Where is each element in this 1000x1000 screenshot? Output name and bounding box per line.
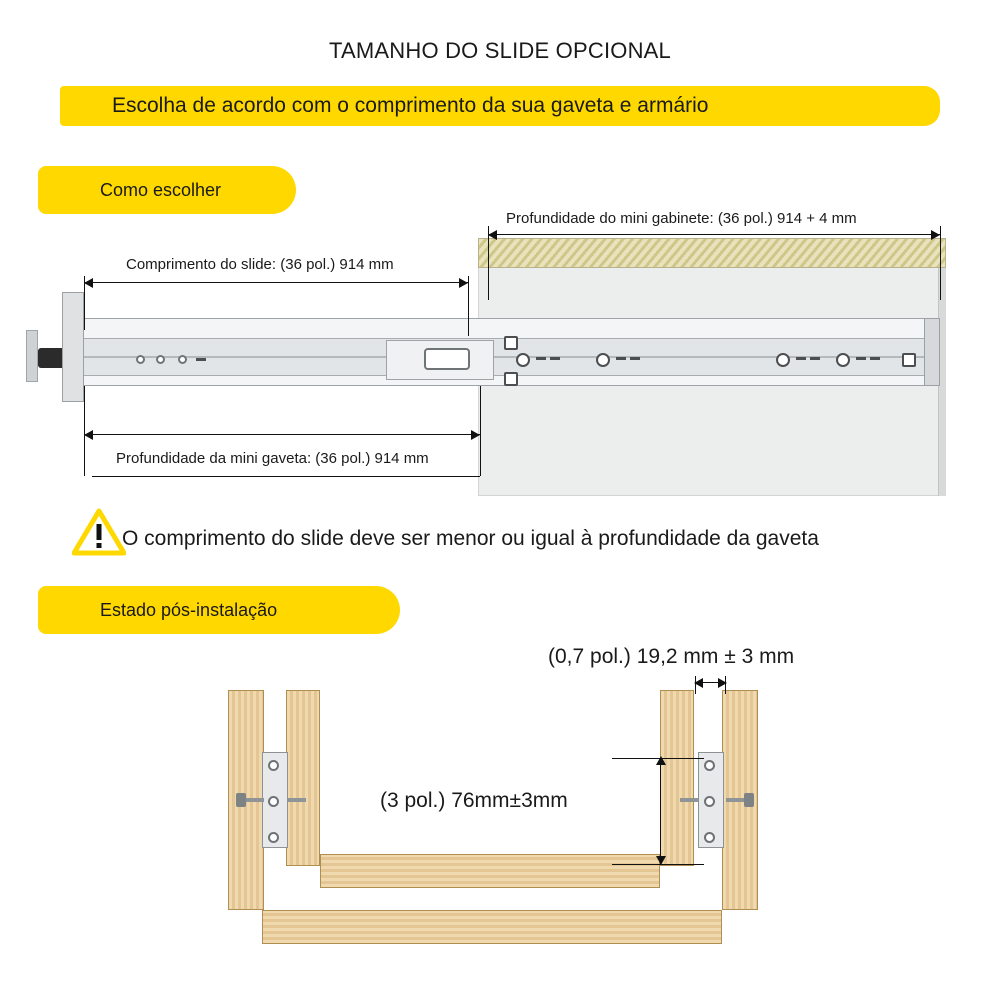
cabinet-depth-tick-right: [940, 226, 941, 300]
drawer-bottom-panel: [320, 854, 660, 888]
how-to-choose-banner: Como escolher: [38, 166, 296, 214]
rail-bracket-mark: [504, 372, 518, 386]
rail-bolt: [776, 353, 790, 367]
slide-screw: [268, 760, 279, 771]
slide-left-bracket: [62, 292, 84, 402]
rail-dash: [550, 357, 560, 360]
slide-screw: [704, 760, 715, 771]
drawer-depth-arrow-left: [84, 430, 93, 440]
rail-hole: [178, 355, 187, 364]
rail-bolt: [596, 353, 610, 367]
drawer-depth-dim-line: [84, 434, 480, 435]
cabinet-top-panel: [478, 238, 946, 268]
page-title: TAMANHO DO SLIDE OPCIONAL: [329, 38, 671, 63]
slide-length-label: Comprimento do slide: (36 pol.) 914 mm: [126, 256, 394, 273]
subtitle-banner: Escolha de acordo com o comprimento da sua gaveta e armário: [60, 86, 940, 126]
slide-screw: [268, 796, 279, 807]
cabinet-depth-dim-line: [488, 234, 940, 235]
rail-dash: [856, 357, 866, 360]
slide-screw: [704, 832, 715, 843]
slide-length-dim-line: [84, 282, 468, 283]
cabinet-depth-arrow-right: [931, 230, 940, 240]
rail-bolt: [902, 353, 916, 367]
post-install-banner: Estado pós-instalação: [38, 586, 400, 634]
height-bottom-ext-line: [612, 864, 704, 865]
rail-dash: [630, 357, 640, 360]
drawer-depth-arrow-right: [471, 430, 480, 440]
rail-dash: [796, 357, 806, 360]
warning-text: O comprimento do slide deve ser menor ou igual à profundidade da gaveta: [122, 527, 819, 550]
gap-tick-right: [725, 676, 726, 694]
slide-screw: [704, 796, 715, 807]
slide-length-arrow-left: [84, 278, 93, 288]
slide-length-tick-left: [84, 276, 85, 330]
height-top-ext-line: [612, 758, 704, 759]
rail-bolt: [516, 353, 530, 367]
rail-dash: [616, 357, 626, 360]
cabinet-depth-label: Profundidade do mini gabinete: (36 pol.) 914 + 4 mm: [506, 210, 857, 227]
rail-bolt: [836, 353, 850, 367]
screw-shaft: [680, 798, 698, 802]
slide-right-bracket: [924, 318, 940, 386]
screw-head: [236, 793, 246, 807]
slide-release-lever: [38, 348, 62, 368]
rail-hole: [156, 355, 165, 364]
screw-head: [744, 793, 754, 807]
drawer-depth-label: Profundidade da mini gaveta: (36 pol.) 914 mm: [116, 450, 429, 467]
slide-rail-center-line: [62, 356, 940, 358]
drawer-side-right: [660, 690, 694, 866]
gap-tick-left: [695, 676, 696, 694]
rail-dash: [536, 357, 546, 360]
slide-screw: [268, 832, 279, 843]
rail-dash: [870, 357, 880, 360]
warning-triangle-icon: [72, 508, 126, 556]
slide-length-tick-right: [468, 276, 469, 336]
height-dim-line: [660, 758, 661, 864]
rail-hole: [136, 355, 145, 364]
drawer-depth-tick-left: [84, 386, 85, 476]
cabinet-depth-arrow-left: [488, 230, 497, 240]
drawer-side-left: [286, 690, 320, 866]
slide-connector-slot: [424, 348, 470, 370]
slide-left-stub: [26, 330, 38, 382]
gap-label: (0,7 pol.) 19,2 mm ± 3 mm: [548, 645, 795, 668]
drawer-depth-base-line: [92, 476, 480, 477]
rail-dash: [810, 357, 820, 360]
rail-dash: [196, 358, 206, 361]
screw-shaft: [288, 798, 306, 802]
height-label: (3 pol.) 76mm±3mm: [380, 789, 568, 812]
cabinet-bottom-panel: [262, 910, 722, 944]
rail-bracket-mark: [504, 336, 518, 350]
slide-length-arrow-right: [459, 278, 468, 288]
drawer-depth-tick-right: [480, 386, 481, 476]
cabinet-depth-tick-left: [488, 226, 489, 300]
